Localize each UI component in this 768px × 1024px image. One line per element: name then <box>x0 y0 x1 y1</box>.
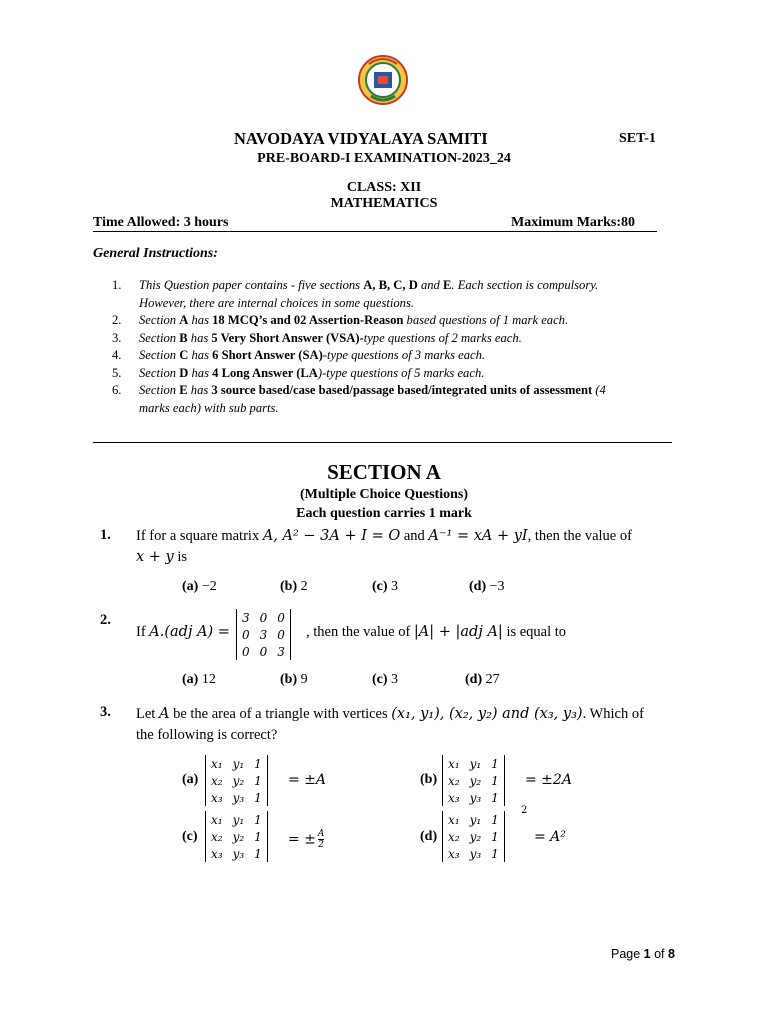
matrix-row <box>237 626 291 643</box>
option-b[interactable]: (b) <box>420 772 438 787</box>
matrix-cell: y₂ <box>232 773 245 788</box>
option-c[interactable]: (c) 3 <box>372 672 399 687</box>
matrix-cell: x₁ <box>448 756 460 771</box>
option-c-rhs: = ± $\frac{A}{2}$ <box>288 829 325 850</box>
matrix-row <box>206 811 268 828</box>
matrix-cell: 1 <box>254 790 262 805</box>
matrix-cell: x₂ <box>211 773 223 788</box>
matrix-cell: 1 <box>491 790 499 805</box>
matrix-row <box>206 755 268 772</box>
question-number: 2. <box>100 612 111 628</box>
option-a[interactable]: (a) <box>182 772 199 787</box>
matrix-cell: 3 <box>277 644 285 659</box>
option-b[interactable]: (b) 9 <box>280 672 308 687</box>
section-title: SECTION A <box>327 460 441 484</box>
set-label: SET-1 <box>619 131 656 146</box>
matrix-cell: y₁ <box>469 756 482 771</box>
question-number: 1. <box>100 527 111 543</box>
question-number: 3. <box>100 704 111 720</box>
option-d-rhs: = A² <box>534 829 566 845</box>
matrix-row <box>443 845 505 862</box>
page-number: Page 1 of 8 <box>611 947 675 961</box>
matrix-cell: 1 <box>254 829 262 844</box>
question-text-tail: , then the value of |A| + |adj A| is equal to <box>306 624 567 640</box>
matrix-cell: x₂ <box>211 829 223 844</box>
question-text: If A.(adj A) = <box>136 624 230 640</box>
matrix-cell: y₂ <box>469 829 482 844</box>
matrix-row <box>206 845 268 862</box>
matrix-cell: y₁ <box>232 812 245 827</box>
question-text: If for a square matrix A, A² − 3A + I = O and A⁻¹ = xA + yI, then the value of x + y is <box>136 528 632 565</box>
matrix-row <box>237 609 291 626</box>
instruction-item: 3. Section B has 5 Very Short Answer (VSA)-type questions of 2 marks each. <box>112 331 522 345</box>
matrix-cell: x₁ <box>211 756 223 771</box>
matrix-cell: x₃ <box>448 790 460 805</box>
divider-line <box>93 442 672 443</box>
matrix-cell: 1 <box>254 756 262 771</box>
instruction-item: 2. Section A has 18 MCQ’s and 02 Assertion-Reason based questions of 1 mark each. <box>112 313 569 327</box>
option-a[interactable]: (a) −2 <box>182 579 217 594</box>
matrix-cell: x₃ <box>211 790 223 805</box>
org-name: NAVODAYA VIDYALAYA SAMITI <box>234 129 488 148</box>
matrix-row <box>206 789 268 806</box>
matrix-cell: 0 <box>259 644 268 659</box>
header-rule <box>93 231 657 232</box>
option-a[interactable]: (a) 12 <box>182 672 216 687</box>
option-d[interactable]: (d) <box>420 829 438 844</box>
option-d[interactable]: (d) −3 <box>469 579 505 594</box>
matrix-cell: y₂ <box>469 773 482 788</box>
section-subtitle: (Multiple Choice Questions) <box>300 487 468 502</box>
matrix-cell: 1 <box>491 756 499 771</box>
option-b[interactable]: (b) 2 <box>280 579 308 594</box>
matrix-cell: 1 <box>254 846 262 861</box>
matrix-cell: y₃ <box>232 846 245 861</box>
subject-label: MATHEMATICS <box>330 196 438 211</box>
nvs-emblem-logo <box>357 52 409 110</box>
question-text: Let A be the area of a triangle with vertices (x₁, y₁), (x₂, y₂) and (x₃, y₃). Which of the following is correct? <box>136 706 644 743</box>
matrix-cell: x₃ <box>448 846 460 861</box>
option-c[interactable]: (c) <box>182 829 198 844</box>
matrix-cell: 3 <box>242 610 250 625</box>
matrix-cell: 1 <box>254 773 262 788</box>
matrix-cell: y₂ <box>232 829 245 844</box>
matrix-cell: x₂ <box>448 829 460 844</box>
matrix-row <box>206 772 268 789</box>
matrix-cell: x₃ <box>211 846 223 861</box>
option-d[interactable]: (d) 27 <box>465 672 500 687</box>
maximum-marks: Maximum Marks:80 <box>511 215 636 230</box>
instruction-item: 1. This Question paper contains - five sections A, B, C, D and E. Each section is compulsory. However, there are internal choices in some questions. <box>112 278 599 310</box>
option-a-rhs: = ±A <box>288 772 327 788</box>
matrix-cell: y₃ <box>469 790 482 805</box>
matrix-cell: x₂ <box>448 773 460 788</box>
matrix-3x3 <box>236 609 291 660</box>
matrix-cell: y₁ <box>232 756 245 771</box>
matrix-cell: x₁ <box>448 812 460 827</box>
instruction-item: 4. Section C has 6 Short Answer (SA)-type questions of 3 marks each. <box>112 348 486 362</box>
instruction-item: 6. Section E has 3 source based/case based/passage based/integrated units of assessment (4 marks each) with sub parts. <box>112 383 606 415</box>
matrix-row <box>237 643 291 660</box>
option-c[interactable]: (c) 3 <box>372 579 399 594</box>
matrix-cell: 0 <box>277 610 285 625</box>
determinant <box>205 811 268 862</box>
matrix-cell: 0 <box>242 627 250 642</box>
matrix-cell: y₃ <box>232 790 245 805</box>
determinant <box>442 811 505 862</box>
class-label: CLASS: XII <box>346 180 422 195</box>
matrix-cell: 0 <box>242 644 250 659</box>
power-superscript: 2 <box>521 805 528 816</box>
instructions-heading: General Instructions: <box>93 246 218 261</box>
instruction-item: 5. Section D has 4 Long Answer (LA)-type questions of 5 marks each. <box>112 366 485 380</box>
determinant <box>442 755 505 806</box>
matrix-cell: 1 <box>491 812 499 827</box>
matrix-row <box>206 828 268 845</box>
matrix-cell: 3 <box>259 627 268 642</box>
time-allowed: Time Allowed: 3 hours <box>93 215 229 230</box>
exam-title: PRE-BOARD-I EXAMINATION-2023_24 <box>257 151 511 166</box>
matrix-row <box>443 772 505 789</box>
matrix-cell: 1 <box>254 812 262 827</box>
matrix-cell: 1 <box>491 846 499 861</box>
matrix-row <box>443 789 505 806</box>
matrix-cell: 1 <box>491 773 499 788</box>
matrix-row <box>443 811 505 828</box>
matrix-cell: y₃ <box>469 846 482 861</box>
matrix-cell: 0 <box>277 627 285 642</box>
option-b-rhs: = ±2A <box>525 772 572 788</box>
matrix-cell: x₁ <box>211 812 223 827</box>
matrix-row <box>443 755 505 772</box>
matrix-cell: y₁ <box>469 812 482 827</box>
determinant <box>205 755 268 806</box>
matrix-row <box>443 828 505 845</box>
matrix-cell: 1 <box>491 829 499 844</box>
section-note: Each question carries 1 mark <box>296 506 472 521</box>
matrix-cell: 0 <box>259 610 268 625</box>
